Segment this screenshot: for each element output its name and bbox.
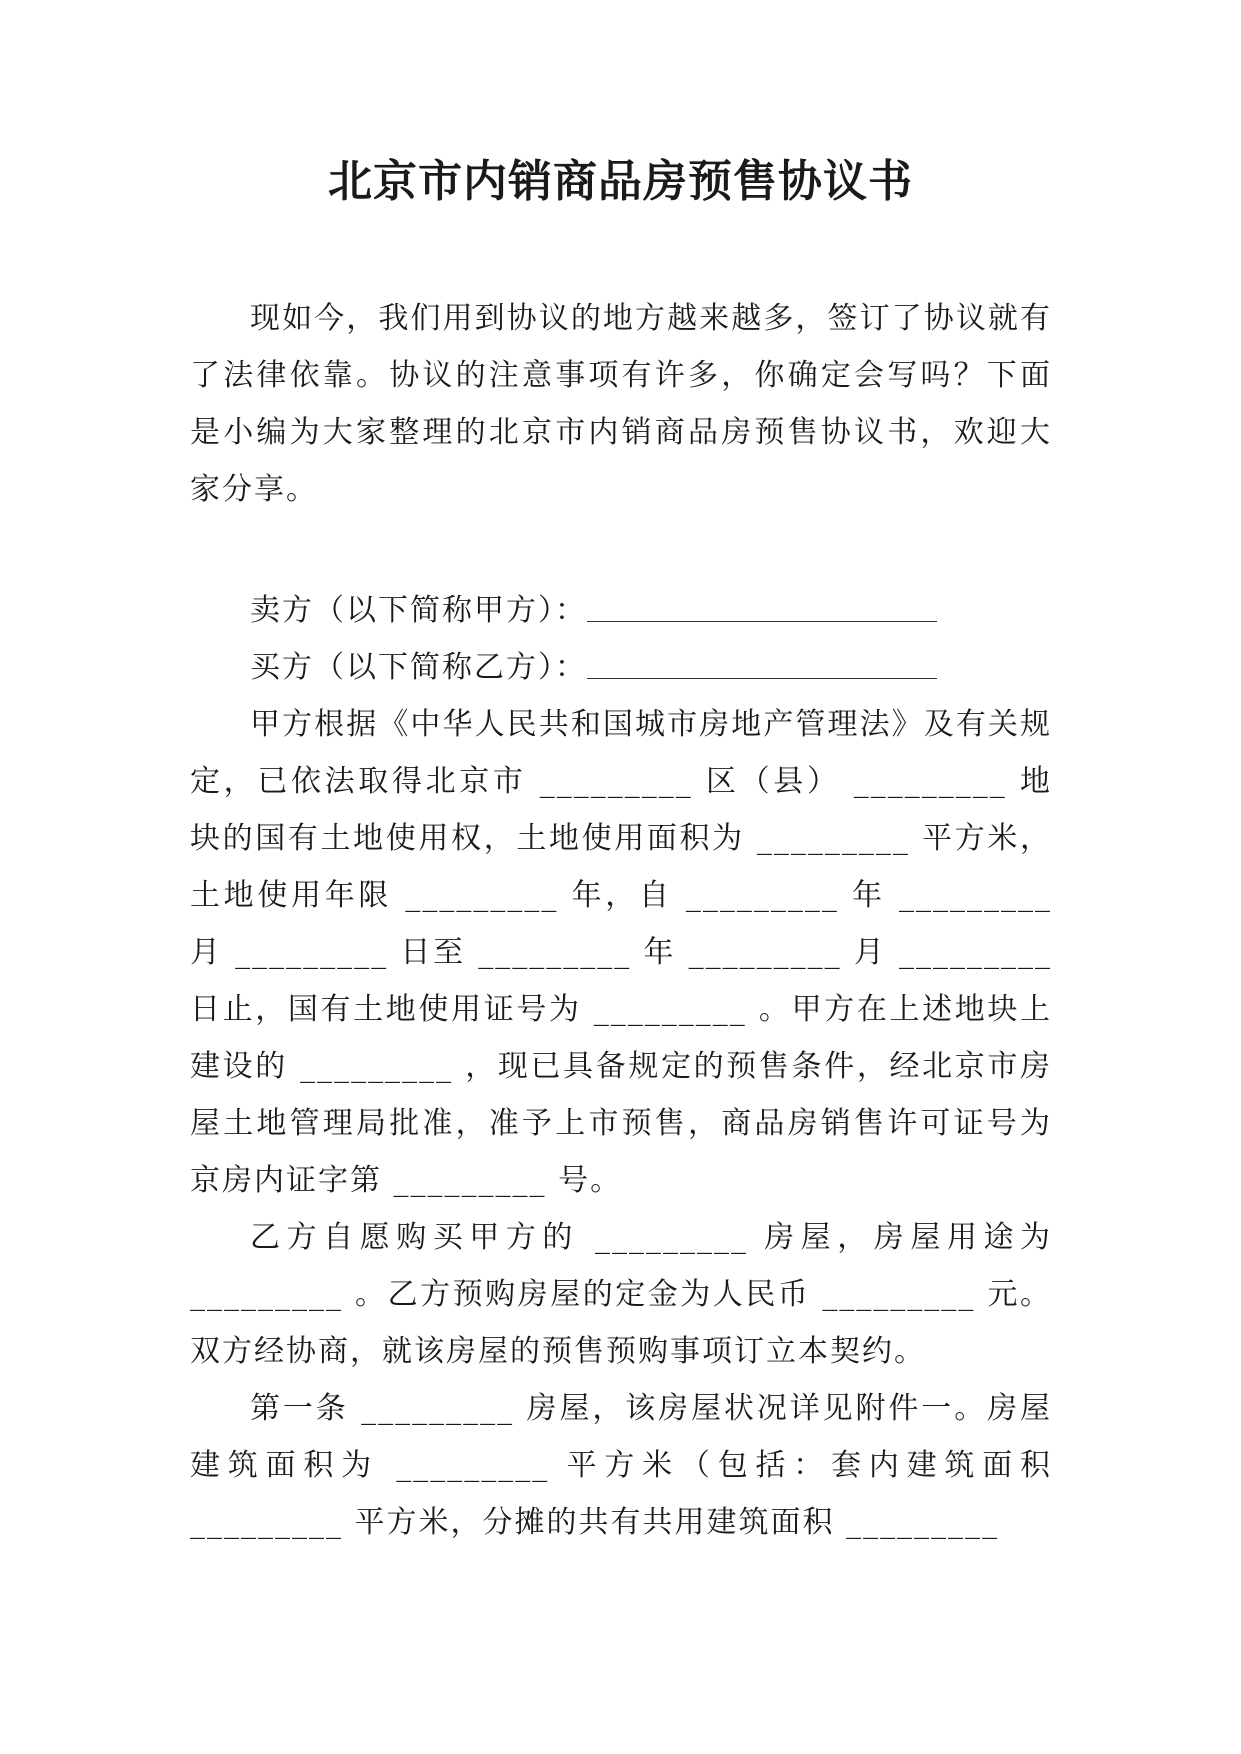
article-one-paragraph: 第一条 _________ 房屋，该房屋状况详见附件一。房屋建筑面积为 _________ 平方米（包括：套内建筑面积 _________ 平方米，分摊的共有共用建筑面积 _________ — [190, 1391, 1052, 1540]
paragraph-gap — [190, 518, 1052, 582]
seller-label: 卖方（以下简称甲方）： — [250, 593, 587, 628]
purchase-paragraph: 乙方自愿购买甲方的 _________ 房屋，房屋用途为 _________ 。乙方预购房屋的定金为人民币 _________ 元。双方经协商，就该房屋的预售预购事项订立本契约。 — [190, 1220, 1052, 1369]
land-use-paragraph: 甲方根据《中华人民共和国城市房地产管理法》及有关规定，已依法取得北京市 _________ 区（县） _________ 地块的国有土地使用权，土地使用面积为 _________ 平方米，土地使用年限 _________ 年，自 _________ 年 _________ 月 _________ 日至 _________ 年 _________ 月 _________ 日止，国有土地使用证号为 _________ 。甲方在上述地块上建设的 _________ ，现已具备规定的预售条件，经北京市房屋土地管理局批准，准予上市预售，商品房销售许可证号为京房内证字第 _________ 号。 — [190, 707, 1052, 1198]
buyer-blank — [587, 648, 937, 679]
buyer-label: 买方（以下简称乙方）： — [250, 650, 587, 685]
document-body — [190, 290, 1052, 1551]
seller-blank — [587, 591, 937, 622]
buyer-line — [190, 639, 1052, 696]
seller-line — [190, 582, 1052, 639]
intro-paragraph: 现如今，我们用到协议的地方越来越多，签订了协议就有了法律依靠。协议的注意事项有许多，你确定会写吗？下面是小编为大家整理的北京市内销商品房预售协议书，欢迎大家分享。 — [190, 301, 1052, 507]
document-title: 北京市内销商品房预售协议书 — [328, 156, 913, 207]
